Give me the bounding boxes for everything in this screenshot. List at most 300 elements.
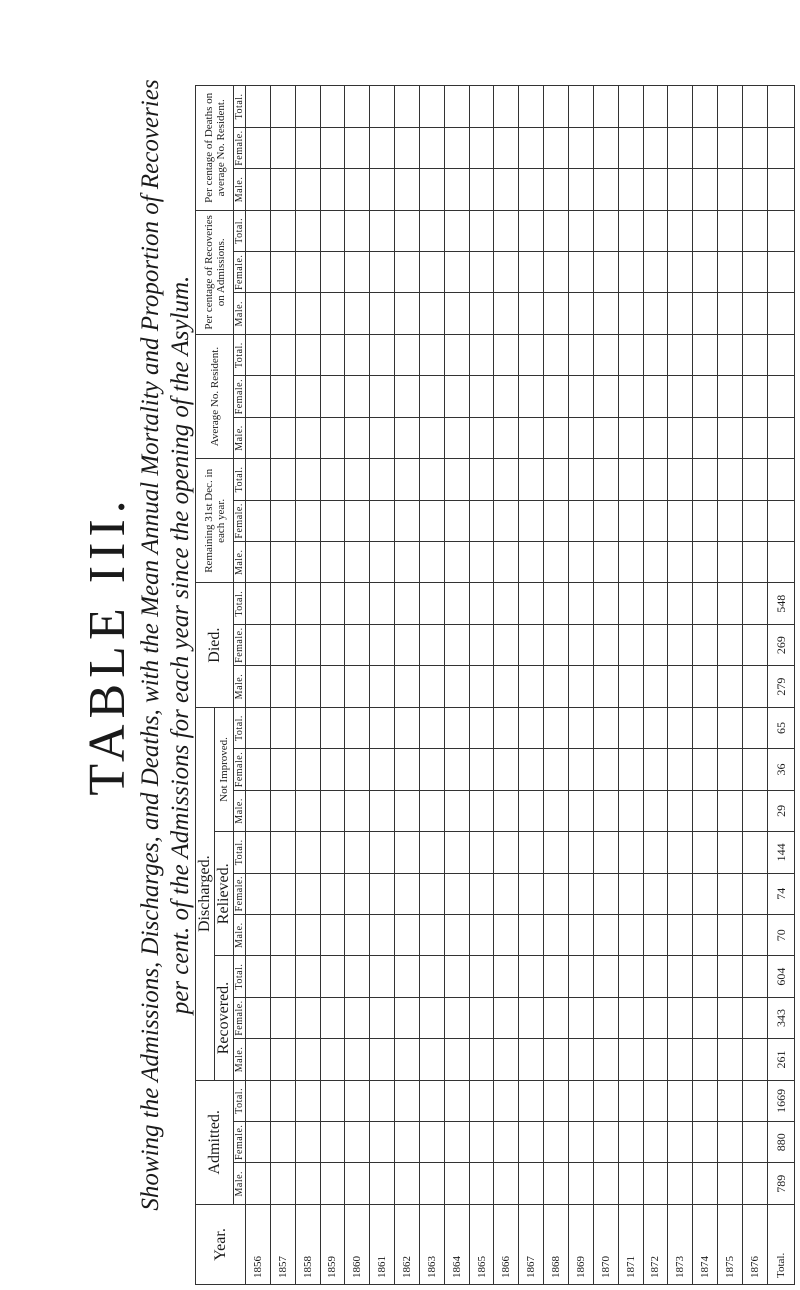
data-cell: [469, 832, 494, 873]
data-cell: [544, 749, 569, 790]
data-cell: [320, 624, 345, 665]
total-cell: [768, 376, 795, 417]
data-cell: [270, 127, 295, 168]
data-cell: [295, 293, 320, 334]
data-cell: [593, 873, 618, 914]
data-cell: [246, 624, 271, 665]
year-cell: 1864: [444, 1204, 469, 1284]
data-cell: [519, 210, 544, 251]
data-cell: [395, 997, 420, 1038]
data-cell: [295, 252, 320, 293]
data-cell: [395, 376, 420, 417]
subheader-male: Male.: [234, 1039, 246, 1080]
data-cell: [345, 500, 370, 541]
data-cell: [643, 832, 668, 873]
data-cell: [370, 86, 395, 128]
data-cell: [693, 956, 718, 997]
table-row: [494, 86, 519, 1285]
data-cell: [544, 873, 569, 914]
table-row: [419, 86, 444, 1285]
data-cell: [742, 376, 767, 417]
year-cell: 1868: [544, 1204, 569, 1284]
data-cell: [618, 1039, 643, 1080]
year-cell: 1872: [643, 1204, 668, 1284]
data-cell: [544, 86, 569, 128]
data-cell: [643, 542, 668, 583]
data-cell: [693, 914, 718, 955]
data-cell: [544, 459, 569, 500]
data-cell: [320, 252, 345, 293]
data-cell: [718, 293, 743, 334]
data-cell: [668, 624, 693, 665]
data-cell: [295, 127, 320, 168]
data-cell: [742, 997, 767, 1038]
data-cell: [718, 334, 743, 375]
data-cell: [568, 210, 593, 251]
data-cell: [469, 500, 494, 541]
year-cell: 1861: [370, 1204, 395, 1284]
data-cell: [742, 873, 767, 914]
data-cell: [345, 210, 370, 251]
total-cell: 343: [768, 997, 795, 1038]
data-cell: [593, 790, 618, 831]
data-cell: [419, 500, 444, 541]
data-cell: [370, 997, 395, 1038]
data-cell: [345, 417, 370, 458]
subheader-total: Total.: [234, 210, 246, 251]
data-cell: [618, 334, 643, 375]
data-cell: [419, 790, 444, 831]
data-cell: [568, 293, 593, 334]
data-cell: [544, 997, 569, 1038]
data-cell: [295, 1163, 320, 1204]
data-cell: [370, 666, 395, 707]
data-cell: [444, 334, 469, 375]
data-cell: [295, 542, 320, 583]
data-cell: [568, 832, 593, 873]
data-cell: [370, 583, 395, 624]
data-cell: [270, 417, 295, 458]
data-cell: [246, 1039, 271, 1080]
data-cell: [742, 749, 767, 790]
data-cell: [469, 210, 494, 251]
table-row: [395, 86, 420, 1285]
data-cell: [544, 127, 569, 168]
data-cell: [395, 790, 420, 831]
data-cell: [643, 169, 668, 210]
sex-header-row: [234, 86, 246, 1285]
data-cell: [693, 707, 718, 749]
data-cell: [568, 1080, 593, 1121]
data-cell: [544, 666, 569, 707]
data-cell: [742, 583, 767, 624]
data-cell: [693, 624, 718, 665]
data-cell: [544, 624, 569, 665]
data-cell: [270, 707, 295, 749]
data-cell: [270, 790, 295, 831]
data-cell: [395, 334, 420, 375]
data-cell: [643, 1039, 668, 1080]
data-cell: [643, 459, 668, 500]
data-cell: [469, 127, 494, 168]
data-cell: [593, 583, 618, 624]
data-cell: [519, 707, 544, 749]
data-cell: [494, 376, 519, 417]
data-cell: [742, 832, 767, 873]
data-cell: [568, 707, 593, 749]
data-cell: [568, 1039, 593, 1080]
table-row: [593, 86, 618, 1285]
data-cell: [643, 1163, 668, 1204]
data-cell: [246, 459, 271, 500]
subheader-total: Total.: [234, 583, 246, 624]
subheader-male: Male.: [234, 790, 246, 831]
data-cell: [568, 914, 593, 955]
year-cell: 1856: [246, 1204, 271, 1284]
year-cell: 1876: [742, 1204, 767, 1284]
data-cell: [469, 873, 494, 914]
data-cell: [494, 293, 519, 334]
data-cell: [593, 914, 618, 955]
data-cell: [593, 956, 618, 997]
data-cell: [718, 873, 743, 914]
table-row: [469, 86, 494, 1285]
data-cell: [246, 86, 271, 128]
data-cell: [444, 1080, 469, 1121]
data-cell: [494, 1122, 519, 1163]
data-cell: [643, 790, 668, 831]
data-cell: [643, 1080, 668, 1121]
data-cell: [419, 914, 444, 955]
data-cell: [544, 583, 569, 624]
data-cell: [469, 956, 494, 997]
data-cell: [494, 1163, 519, 1204]
data-cell: [345, 873, 370, 914]
data-cell: [395, 169, 420, 210]
data-cell: [295, 832, 320, 873]
data-cell: [494, 956, 519, 997]
data-cell: [345, 1163, 370, 1204]
data-cell: [345, 832, 370, 873]
data-cell: [544, 417, 569, 458]
data-cell: [246, 749, 271, 790]
data-cell: [742, 252, 767, 293]
data-cell: [668, 86, 693, 128]
data-cell: [568, 749, 593, 790]
relieved-header: Relieved.: [215, 832, 234, 956]
data-cell: [295, 583, 320, 624]
data-cell: [693, 169, 718, 210]
table-row: [643, 86, 668, 1285]
subheader-female: Female.: [234, 252, 246, 293]
data-cell: [668, 1122, 693, 1163]
data-cell: [494, 542, 519, 583]
table-row: [370, 86, 395, 1285]
pct-recoveries-header: Per centage of Recoveries on Admissions.: [196, 210, 234, 334]
data-cell: [246, 956, 271, 997]
data-cell: [270, 500, 295, 541]
data-cell: [544, 1122, 569, 1163]
data-cell: [519, 749, 544, 790]
year-cell: 1870: [593, 1204, 618, 1284]
data-cell: [246, 914, 271, 955]
data-cell: [593, 542, 618, 583]
data-cell: [718, 666, 743, 707]
data-cell: [395, 293, 420, 334]
data-cell: [618, 210, 643, 251]
total-cell: 70: [768, 914, 795, 955]
data-cell: [270, 624, 295, 665]
data-cell: [395, 210, 420, 251]
data-cell: [593, 749, 618, 790]
data-cell: [370, 417, 395, 458]
data-cell: [618, 914, 643, 955]
data-cell: [568, 127, 593, 168]
data-cell: [519, 583, 544, 624]
total-cell: [768, 334, 795, 375]
data-cell: [718, 583, 743, 624]
table-row: [444, 86, 469, 1285]
data-cell: [395, 873, 420, 914]
data-cell: [444, 997, 469, 1038]
data-cell: [593, 500, 618, 541]
data-cell: [668, 873, 693, 914]
year-cell: 1869: [568, 1204, 593, 1284]
subheader-female: Female.: [234, 997, 246, 1038]
data-cell: [693, 666, 718, 707]
data-cell: [544, 790, 569, 831]
data-cell: [246, 210, 271, 251]
data-cell: [693, 334, 718, 375]
data-cell: [320, 1122, 345, 1163]
data-cell: [444, 252, 469, 293]
table-row: [295, 86, 320, 1285]
data-cell: [370, 293, 395, 334]
statistics-table: [195, 85, 795, 1285]
subtitle-line-2: per cent. of the Admissions for each year since the opening of the Asylum.: [167, 275, 194, 1015]
data-cell: [370, 334, 395, 375]
data-cell: [295, 666, 320, 707]
table-row: [742, 86, 767, 1285]
data-cell: [295, 376, 320, 417]
data-cell: [593, 666, 618, 707]
data-cell: [395, 956, 420, 997]
data-cell: [320, 376, 345, 417]
data-cell: [469, 542, 494, 583]
data-cell: [718, 914, 743, 955]
data-cell: [444, 914, 469, 955]
data-cell: [718, 624, 743, 665]
data-cell: [370, 459, 395, 500]
data-cell: [320, 997, 345, 1038]
data-cell: [246, 542, 271, 583]
data-cell: [742, 210, 767, 251]
data-cell: [618, 873, 643, 914]
total-cell: 261: [768, 1039, 795, 1080]
data-cell: [246, 376, 271, 417]
table-row: [544, 86, 569, 1285]
data-cell: [618, 127, 643, 168]
data-cell: [519, 1163, 544, 1204]
data-cell: [742, 666, 767, 707]
subheader-male: Male.: [234, 542, 246, 583]
data-cell: [320, 749, 345, 790]
data-cell: [419, 1122, 444, 1163]
data-cell: [494, 1080, 519, 1121]
total-cell: 1669: [768, 1080, 795, 1121]
data-cell: [494, 1039, 519, 1080]
data-cell: [544, 1080, 569, 1121]
data-cell: [246, 334, 271, 375]
total-cell: [768, 500, 795, 541]
data-cell: [519, 1039, 544, 1080]
data-cell: [246, 997, 271, 1038]
data-cell: [568, 376, 593, 417]
data-cell: [320, 293, 345, 334]
data-cell: [519, 1122, 544, 1163]
data-cell: [320, 417, 345, 458]
data-cell: [370, 1039, 395, 1080]
total-cell: 74: [768, 873, 795, 914]
table-row: [345, 86, 370, 1285]
data-cell: [718, 707, 743, 749]
data-cell: [668, 1039, 693, 1080]
data-cell: [295, 86, 320, 128]
data-cell: [370, 914, 395, 955]
data-cell: [668, 252, 693, 293]
data-cell: [419, 127, 444, 168]
data-cell: [395, 127, 420, 168]
data-cell: [444, 832, 469, 873]
data-cell: [519, 334, 544, 375]
data-cell: [742, 417, 767, 458]
data-cell: [345, 707, 370, 749]
data-cell: [519, 790, 544, 831]
data-cell: [494, 169, 519, 210]
data-cell: [494, 997, 519, 1038]
data-cell: [519, 914, 544, 955]
data-cell: [742, 127, 767, 168]
subheader-male: Male.: [234, 417, 246, 458]
data-cell: [568, 334, 593, 375]
data-cell: [395, 832, 420, 873]
total-cell: 29: [768, 790, 795, 831]
data-cell: [643, 1122, 668, 1163]
data-cell: [345, 1080, 370, 1121]
data-cell: [519, 459, 544, 500]
data-cell: [419, 417, 444, 458]
data-cell: [320, 873, 345, 914]
data-cell: [370, 252, 395, 293]
data-cell: [643, 583, 668, 624]
data-cell: [469, 1039, 494, 1080]
data-cell: [444, 417, 469, 458]
data-cell: [618, 624, 643, 665]
data-cell: [246, 583, 271, 624]
data-cell: [345, 252, 370, 293]
data-cell: [419, 459, 444, 500]
data-cell: [419, 583, 444, 624]
data-cell: [370, 956, 395, 997]
data-cell: [718, 749, 743, 790]
year-cell: 1871: [618, 1204, 643, 1284]
data-cell: [444, 293, 469, 334]
data-cell: [618, 997, 643, 1038]
data-cell: [544, 832, 569, 873]
data-cell: [370, 707, 395, 749]
data-cell: [643, 376, 668, 417]
data-cell: [345, 956, 370, 997]
year-cell: 1859: [320, 1204, 345, 1284]
data-cell: [568, 417, 593, 458]
data-cell: [643, 417, 668, 458]
data-cell: [345, 914, 370, 955]
year-cell: 1863: [419, 1204, 444, 1284]
data-cell: [469, 252, 494, 293]
data-cell: [295, 1039, 320, 1080]
data-cell: [693, 293, 718, 334]
data-cell: [444, 1163, 469, 1204]
data-cell: [668, 583, 693, 624]
pct-deaths-header: Per centage of Deaths on average No. Resident.: [196, 86, 234, 211]
data-cell: [395, 666, 420, 707]
data-cell: [568, 583, 593, 624]
data-cell: [593, 169, 618, 210]
data-cell: [718, 1039, 743, 1080]
data-cell: [568, 252, 593, 293]
data-cell: [494, 459, 519, 500]
data-cell: [668, 707, 693, 749]
data-cell: [246, 707, 271, 749]
data-cell: [668, 997, 693, 1038]
data-cell: [320, 790, 345, 831]
data-cell: [742, 1080, 767, 1121]
data-cell: [742, 1122, 767, 1163]
data-cell: [444, 749, 469, 790]
data-cell: [444, 666, 469, 707]
data-cell: [370, 790, 395, 831]
data-cell: [419, 293, 444, 334]
data-cell: [494, 873, 519, 914]
data-cell: [345, 376, 370, 417]
data-cell: [593, 293, 618, 334]
data-cell: [593, 832, 618, 873]
data-cell: [618, 1163, 643, 1204]
recovered-header: Recovered.: [215, 956, 234, 1080]
data-cell: [295, 210, 320, 251]
data-cell: [345, 459, 370, 500]
data-cell: [693, 210, 718, 251]
data-cell: [246, 169, 271, 210]
data-cell: [668, 666, 693, 707]
data-cell: [295, 707, 320, 749]
data-cell: [568, 873, 593, 914]
data-cell: [668, 956, 693, 997]
data-cell: [643, 666, 668, 707]
data-cell: [593, 334, 618, 375]
data-cell: [295, 417, 320, 458]
data-cell: [345, 542, 370, 583]
data-cell: [444, 1039, 469, 1080]
data-cell: [593, 210, 618, 251]
data-cell: [544, 376, 569, 417]
data-cell: [643, 707, 668, 749]
data-cell: [568, 1122, 593, 1163]
data-cell: [320, 914, 345, 955]
data-cell: [270, 749, 295, 790]
data-cell: [668, 459, 693, 500]
data-cell: [693, 542, 718, 583]
